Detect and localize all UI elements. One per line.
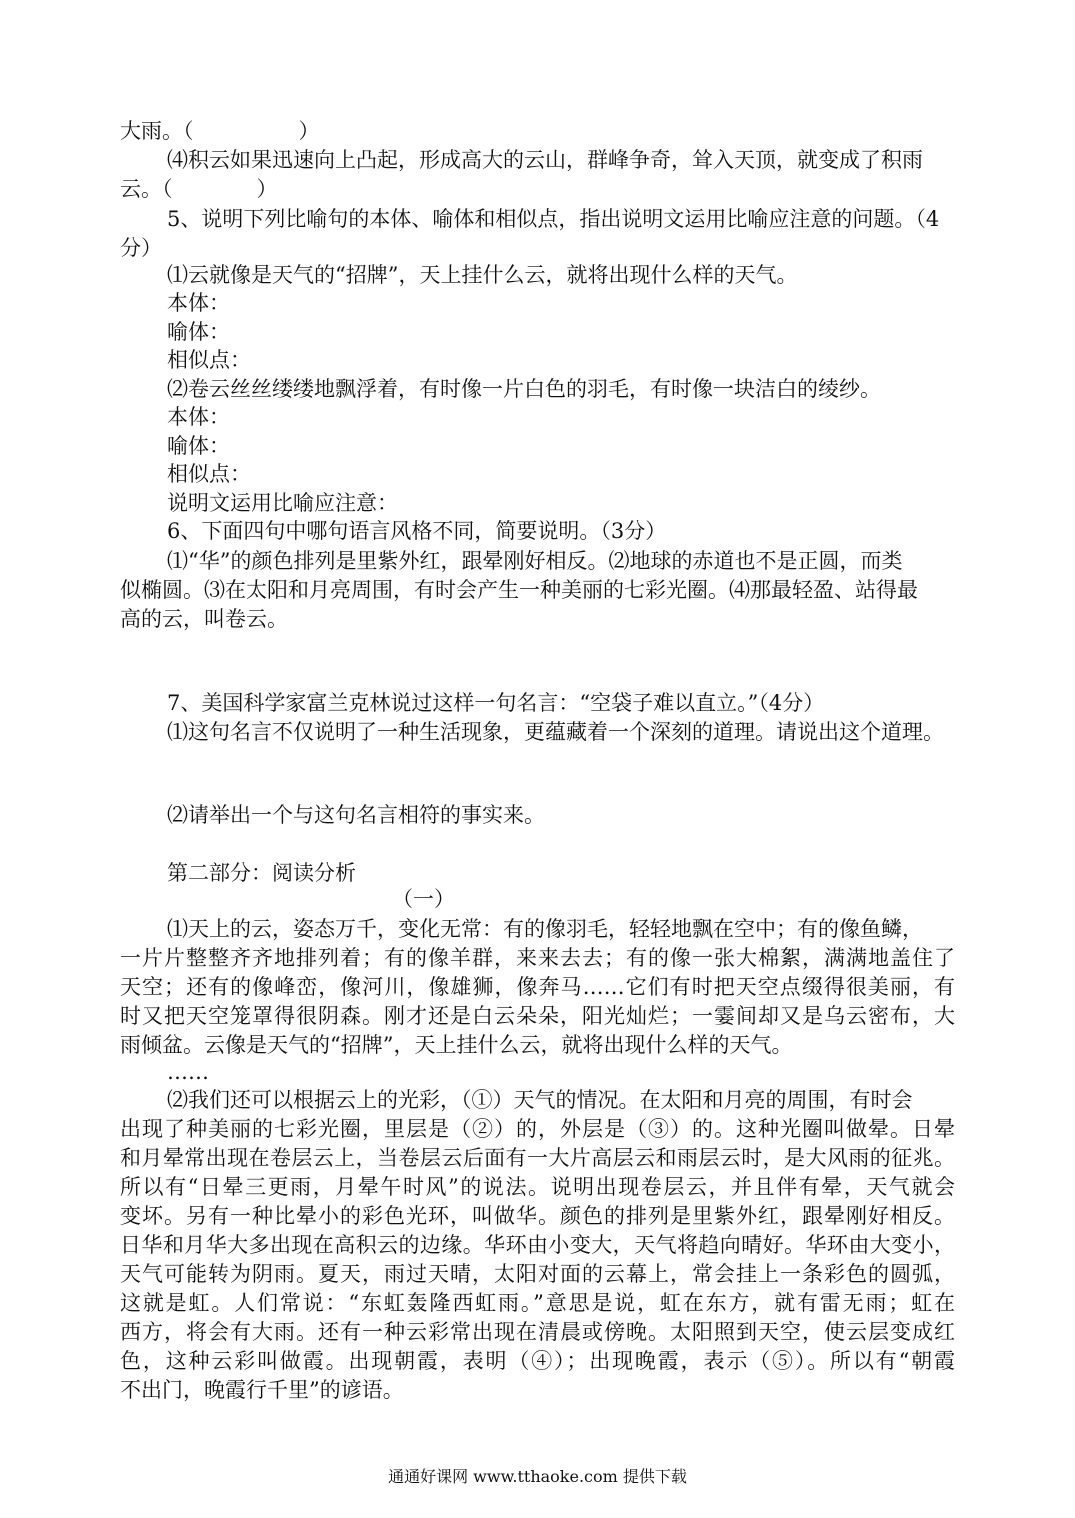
passage-p2-line-11: 不出门，晚霞行千里”的谚语。 — [120, 1378, 404, 1402]
q7-sub-1: ⑴这句名言不仅说明了一种生活现象，更蕴藏着一个深刻的道理。请说出这个道理。 — [167, 720, 944, 744]
passage-p1-line-2: 一片片整整齐齐地排列着；有的像羊群，来来去去；有的像一张大棉絮，满满地盖住了 — [120, 946, 955, 970]
q6-stem: 6、下面四句中哪句语言风格不同，简要说明。（3分） — [167, 519, 667, 543]
passage-p2-line-9: 西方，将会有大雨。还有一种云彩常出现在清晨或傍晚。太阳照到天空，使云层变成红 — [120, 1320, 955, 1344]
passage-p2-line-2: 出现了种美丽的七彩光圈，里层是（②）的，外层是（③）的。这种光圈叫做晕。日晕 — [120, 1117, 955, 1141]
q6-line-2: 似椭圆。⑶在太阳和月亮周围，有时会产生一种美丽的七彩光圈。⑷那最轻盈、站得最 — [120, 578, 918, 602]
q7-sub-2: ⑵请举出一个与这句名言相符的事实来。 — [167, 803, 545, 827]
q5-stem-line-b: 分） — [120, 236, 162, 260]
q5-note-label: 说明文运用比喻应注意： — [167, 491, 398, 515]
passage-p2-line-6: 日华和月华大多出现在高积云的边缘。华环由小变大，天气将趋向晴好。华环由大变小， — [120, 1233, 955, 1257]
q7-stem: 7、美国科学家富兰克林说过这样一句名言：“空袋子难以直立。”（4分） — [167, 691, 825, 715]
part2-heading: 第二部分：阅读分析 — [167, 861, 356, 885]
passage-p2-line-3: 和月晕常出现在卷层云上，当卷层云后面有一大片高层云和雨层云时，是大风雨的征兆。 — [120, 1146, 955, 1170]
page-footer: 通通好课网 www.tthaoke.com 提供下载 — [388, 1467, 687, 1486]
q6-line-1: ⑴“华”的颜色排列是里紫外红，跟晕刚好相反。⑵地球的赤道也不是正圆，而类 — [167, 549, 903, 573]
passage-ellipsis: …… — [167, 1060, 209, 1084]
passage-p2-line-1: ⑵我们还可以根据云上的光彩，（①）天气的情况。在太阳和月亮的周围，有时会 — [167, 1088, 913, 1112]
q5-sentence-1: ⑴云就像是天气的“招牌”，天上挂什么云，就将出现什么样的天气。 — [167, 263, 798, 287]
passage-p2-line-8: 这就是虹。人们常说：“东虹轰隆西虹雨。”意思是说，虹在东方，就有雷无雨；虹在 — [120, 1291, 955, 1315]
passage-p2-line-5: 变坏。另有一种比晕小的彩色光环，叫做华。颜色的排列是里紫外红，跟晕刚好相反。 — [120, 1204, 955, 1228]
q5-stem-line-a: 5、说明下列比喻句的本体、喻体和相似点，指出说明文运用比喻应注意的问题。（4 — [167, 207, 940, 231]
q4-item4-line-a: ⑷积云如果迅速向上凸起，形成高大的云山，群峰争奇，耸入天顶，就变成了积雨 — [167, 148, 923, 172]
passage-p2-line-4: 所以有“日晕三更雨，月晕午时风”的说法。说明出现卷层云，并且伴有晕，天气就会 — [120, 1175, 955, 1199]
passage-p2-line-10: 色，这种云彩叫做霞。出现朝霞，表明（④）；出现晚霞，表示（⑤）。所以有“朝霞 — [120, 1349, 955, 1373]
q4-item4-line-b: 云。（ ） — [120, 177, 278, 201]
q6-line-3: 高的云，叫卷云。 — [120, 607, 288, 631]
passage-p1-line-3: 天空；还有的像峰峦，像河川，像雄狮，像奔马……它们有时把天空点缀得很美丽，有 — [120, 975, 955, 999]
passage-p1-line-4: 时又把天空笼罩得很阴森。刚才还是白云朵朵，阳光灿烂；一霎间却又是乌云密布，大 — [120, 1004, 955, 1028]
q4-line-a: 大雨。（ ） — [120, 119, 320, 143]
passage-p1-line-1: ⑴天上的云，姿态万千，变化无常：有的像羽毛，轻轻地飘在空中；有的像鱼鳞， — [167, 917, 923, 941]
q5-s1-similarity-label: 相似点： — [167, 348, 251, 372]
q5-s2-benti-label: 本体： — [167, 405, 230, 429]
q5-s1-benti-label: 本体： — [167, 291, 230, 315]
part2-section-number: （一） — [392, 887, 455, 911]
passage-p1-line-5: 雨倾盆。云像是天气的“招牌”，天上挂什么云，就将出现什么样的天气。 — [120, 1033, 793, 1057]
q5-sentence-2: ⑵卷云丝丝缕缕地飘浮着，有时像一片白色的羽毛，有时像一块洁白的绫纱。 — [167, 377, 881, 401]
q5-s1-yuti-label: 喻体： — [167, 320, 230, 344]
q5-s2-similarity-label: 相似点： — [167, 462, 251, 486]
q5-s2-yuti-label: 喻体： — [167, 434, 230, 458]
passage-p2-line-7: 天气可能转为阴雨。夏天，雨过天晴，太阳对面的云幕上，常会挂上一条彩色的圆弧， — [120, 1262, 955, 1286]
